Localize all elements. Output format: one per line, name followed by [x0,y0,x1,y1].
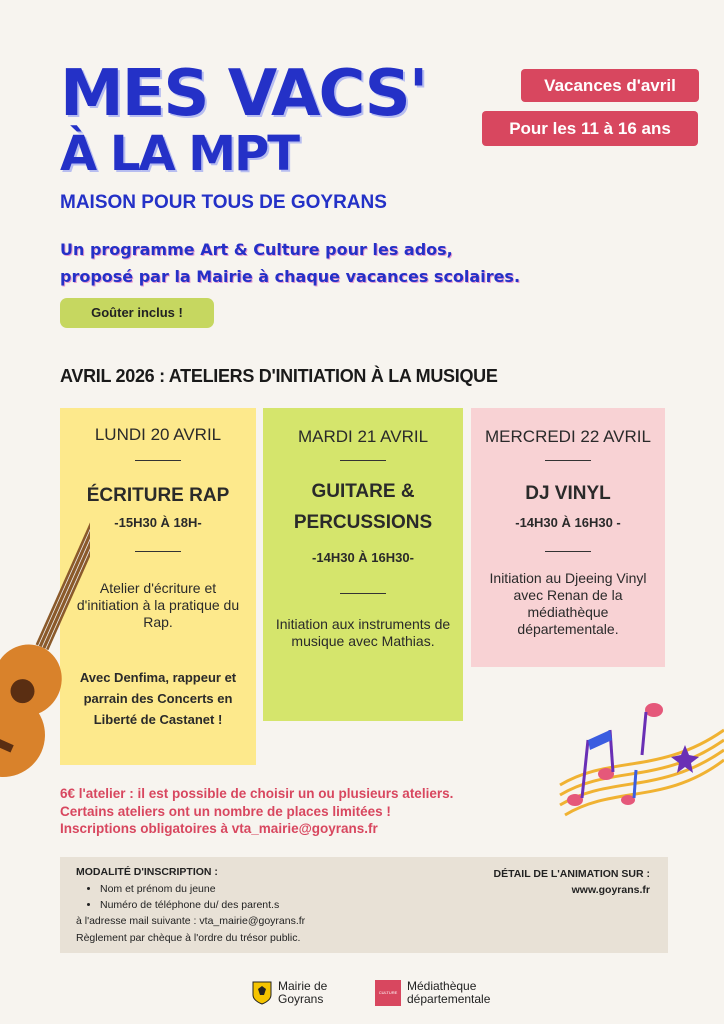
section-title: AVRIL 2026 : ATELIERS D'INITIATION À LA MUSIQUE [60,366,498,386]
workshop-time: -15H30 À 18H- [114,515,202,530]
note-line: Inscriptions obligatoires à vta_mairie@goyrans.fr [60,821,378,836]
workshop-description: Atelier d'écriture et d'initiation à la pratique du Rap. [76,580,240,630]
mediatheque-logo-icon: CULTURE [375,980,401,1006]
workshop-name: DJ VINYL [525,483,611,504]
workshop-time: -14H30 À 16H30- [312,550,414,565]
registration-email: à l'adresse mail suivante : vta_mairie@goyrans.fr [76,915,306,927]
note-line: Certains ateliers ont un nombre de places limitées ! [60,803,391,819]
period-badge: Vacances d'avril [521,69,699,102]
workshop-date: MARDI 21 AVRIL [297,427,429,446]
registration-list [82,881,279,913]
mediatheque-logo [375,980,490,1006]
workshop-card-dj [471,408,665,667]
list-item: • Numéro de téléphone du/ des parent.s [100,897,279,913]
workshop-time: -14H30 À 16H30 - [515,515,621,530]
workshop-name-line2: PERCUSSIONS [293,512,433,533]
workshop-description: Initiation aux instruments de musique avec Mathias. [275,616,451,649]
workshop-description: Initiation au Djeeing Vinyl avec Renan de la médiathèque départementale. [489,570,647,637]
details-url: www.goyrans.fr [571,884,650,896]
workshop-host: Avec Denfima, rappeur et parrain des Concerts en Liberté de Castanet ! [79,670,237,727]
page-subtitle: MAISON POUR TOUS DE GOYRANS [60,192,387,213]
guitar-illustration [0,472,90,802]
age-badge: Pour les 11 à 16 ans [482,111,698,146]
snack-badge: Goûter inclus ! [60,298,214,328]
main-title-line2: À LA MPT [60,126,298,182]
divider [135,460,181,461]
workshop-date: MERCREDI 22 AVRIL [485,427,651,446]
registration-heading: MODALITÉ D'INSCRIPTION : [76,866,218,878]
workshop-name-line1: GUITARE & [311,481,415,502]
intro-text [60,236,620,290]
divider [340,460,386,461]
mairie-name-line2: Goyrans [278,992,324,1006]
divider [340,593,386,594]
intro-line2: proposé par la Mairie à chaque vacances scolaires. [60,267,521,286]
divider [545,551,591,552]
music-notes-illustration [540,700,724,830]
main-title-line1: MES VACS' [60,57,427,131]
mairie-name-line1: Mairie de [278,979,328,993]
note-line: 6€ l'atelier : il est possible de choisir un ou plusieurs ateliers. [60,786,454,801]
workshop-date: LUNDI 20 AVRIL [94,425,222,444]
mediatheque-name-line2: départementale [407,992,491,1006]
mairie-coat-of-arms-icon [252,981,272,1005]
pricing-notes [60,785,480,838]
registration-box [60,857,668,953]
intro-line1: Un programme Art & Culture pour les ados, [60,240,453,259]
registration-payment: Règlement par chèque à l'ordre du trésor public. [76,932,301,944]
details-heading: DÉTAIL DE L'ANIMATION SUR : [493,868,650,880]
mairie-logo [252,980,327,1006]
mediatheque-name-line1: Médiathèque [407,979,477,993]
workshop-card-guitar [263,408,463,721]
divider [545,460,591,461]
workshop-name: ÉCRITURE RAP [86,485,230,506]
list-item: • Nom et prénom du jeune [100,881,279,897]
divider [135,551,181,552]
